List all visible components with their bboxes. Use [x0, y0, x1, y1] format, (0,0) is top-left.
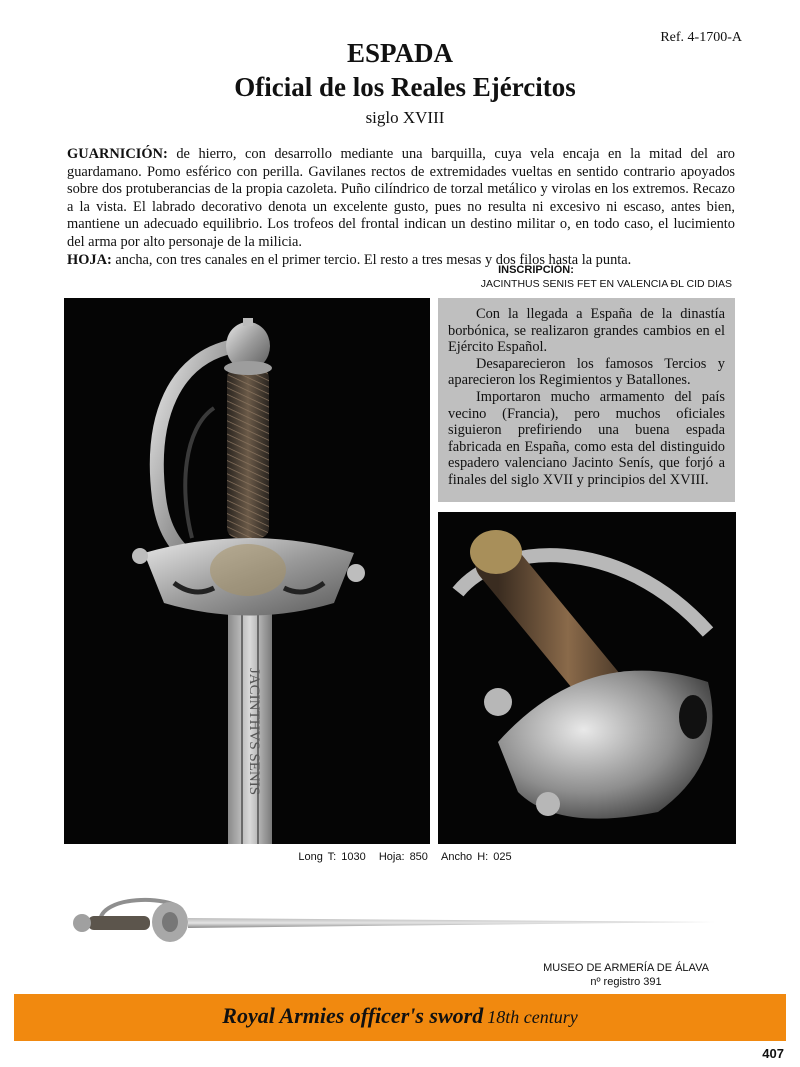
- hoja-text: ancha, con tres canales en el primer tercio. El resto a tres mesas y dos filos hasta la punta.: [111, 251, 632, 268]
- english-century: 18th century: [487, 1007, 578, 1027]
- dimension-width: Ancho H: 025: [440, 851, 512, 863]
- history-paragraph-2: Desaparecieron los famosos Tercios y aparecieron los Regimientos y Batallones.: [448, 355, 725, 389]
- inscription-heading: INSCRIPCIÓN:: [498, 264, 574, 276]
- title-subtitle: Oficial de los Reales Ejércitos: [234, 72, 576, 102]
- english-title-banner: [14, 994, 786, 1041]
- hilt-front-illustration: [64, 298, 430, 844]
- museum-name: MUSEO DE ARMERÍA DE ÁLAVA: [543, 962, 709, 974]
- dimensions-line: [0, 851, 800, 863]
- inscription-label: INSCRIPCIÓN: [498, 264, 571, 276]
- hilt-photo-front: [64, 298, 430, 844]
- history-paragraph-3: Importaron mucho armamento del país vecino (Francia), pero muchos oficiales siguieron prefiriendo una buena espada fabricada en España, como esta del distinguido espadero valenciano Jacinto Senís, que forjó a finales del siglo XVII y principios del XVIII.: [448, 388, 725, 488]
- reference-code: Ref. 4-1700-A: [660, 30, 742, 45]
- history-box: [438, 298, 735, 502]
- inscription-text: JACINTHUS SENIS FET EN VALENCIA ÐL CID DIAS: [480, 278, 732, 290]
- hoja-label: HOJA:: [67, 251, 112, 268]
- english-title: Royal Armies officer's sword: [222, 1003, 484, 1028]
- blade-engraving: JACINTHVS SENIS: [246, 668, 262, 796]
- full-sword-image: [60, 890, 740, 950]
- full-sword-illustration: [60, 890, 740, 950]
- hilt-closeup-illustration: [438, 512, 736, 844]
- guarnicion-text: de hierro, con desarrollo mediante una barquilla, cuya vela encaja en la mitad del aro guardamano. Pomo esférico con perilla. Gavilanes rectos de extremidades vueltas en sentido contrario apoyados sobre dos protuberancias de la propia cazoleta. Puño cilíndrico de torzal metálico y virolas en los extremos. Recazo a la vista. El labrado decorativo denota un excelente gusto, pues no resulta ni excesivo ni escaso, antes bien, mantiene un adecuado equilibrio. Los trofeos del frontal indican un destino militar o, en todo caso, el lucimiento del arma por alto personaje de la milicia.: [67, 146, 735, 250]
- guarnicion-label: GUARNICIÓN:: [67, 146, 168, 162]
- dimension-length: Long T: 1030: [298, 851, 366, 863]
- museum-registry: nº registro 391: [590, 976, 662, 988]
- century-label: siglo XVIII: [365, 108, 445, 127]
- dimension-blade: Hoja: 850: [378, 851, 428, 863]
- museum-credit: [526, 961, 726, 989]
- history-paragraph-1: Con la llegada a España de la dinastía borbónica, se realizaron grandes cambios en el Ejército Español.: [448, 306, 725, 356]
- title-main: ESPADA: [346, 38, 453, 68]
- page-number: 407: [762, 1046, 784, 1061]
- description-block: [67, 146, 735, 269]
- hilt-photo-closeup: [438, 512, 736, 844]
